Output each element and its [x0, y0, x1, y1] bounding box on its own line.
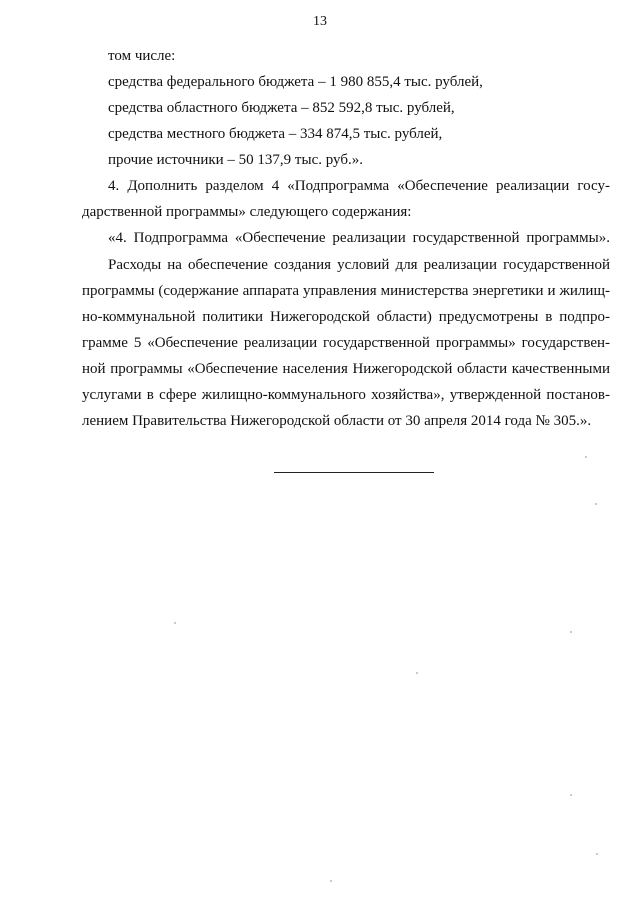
scan-speck: [174, 622, 176, 624]
paragraph-line-6: услугами в сфере жилищно-коммунального хозяйства», утвержденной постанов-: [82, 387, 610, 403]
item4-line1: 4. Дополнить разделом 4 «Подпрограмма «Обеспечение реализации госу-: [108, 178, 610, 194]
paragraph-line-1: Расходы на обеспечение создания условий для реализации государственной: [108, 257, 610, 273]
funding-other: прочие источники – 50 137,9 тыс. руб.».: [108, 152, 363, 168]
paragraph-line-4: грамме 5 «Обеспечение реализации государственной программы» государствен-: [82, 335, 610, 351]
funding-intro: том числе:: [108, 48, 176, 64]
paragraph-line-7: лением Правительства Нижегородской области от 30 апреля 2014 года № 305.».: [82, 413, 592, 429]
separator-line: [274, 472, 434, 473]
paragraph-line-3: но-коммунальной политики Нижегородской области) предусмотрены в подпро-: [82, 309, 610, 325]
page-number: 13: [313, 14, 327, 29]
scan-speck: [330, 880, 332, 882]
scan-speck: [585, 456, 587, 458]
section-title: «4. Подпрограмма «Обеспечение реализации государственной программы».: [108, 230, 610, 246]
scan-speck: [595, 503, 597, 505]
paragraph-line-2: программы (содержание аппарата управления министерства энергетики и жилищ-: [82, 283, 610, 299]
scan-speck: [570, 794, 572, 796]
paragraph-line-5: ной программы «Обеспечение населения Нижегородской области качественными: [82, 361, 610, 377]
item4-line2: дарственной программы» следующего содержания:: [82, 204, 412, 220]
funding-regional: средства областного бюджета – 852 592,8 тыс. рублей,: [108, 100, 455, 116]
funding-local: средства местного бюджета – 334 874,5 тыс. рублей,: [108, 126, 443, 142]
scan-speck: [570, 631, 572, 633]
scan-speck: [416, 672, 418, 674]
funding-federal: средства федерального бюджета – 1 980 855,4 тыс. рублей,: [108, 74, 483, 90]
scan-speck: [596, 853, 598, 855]
